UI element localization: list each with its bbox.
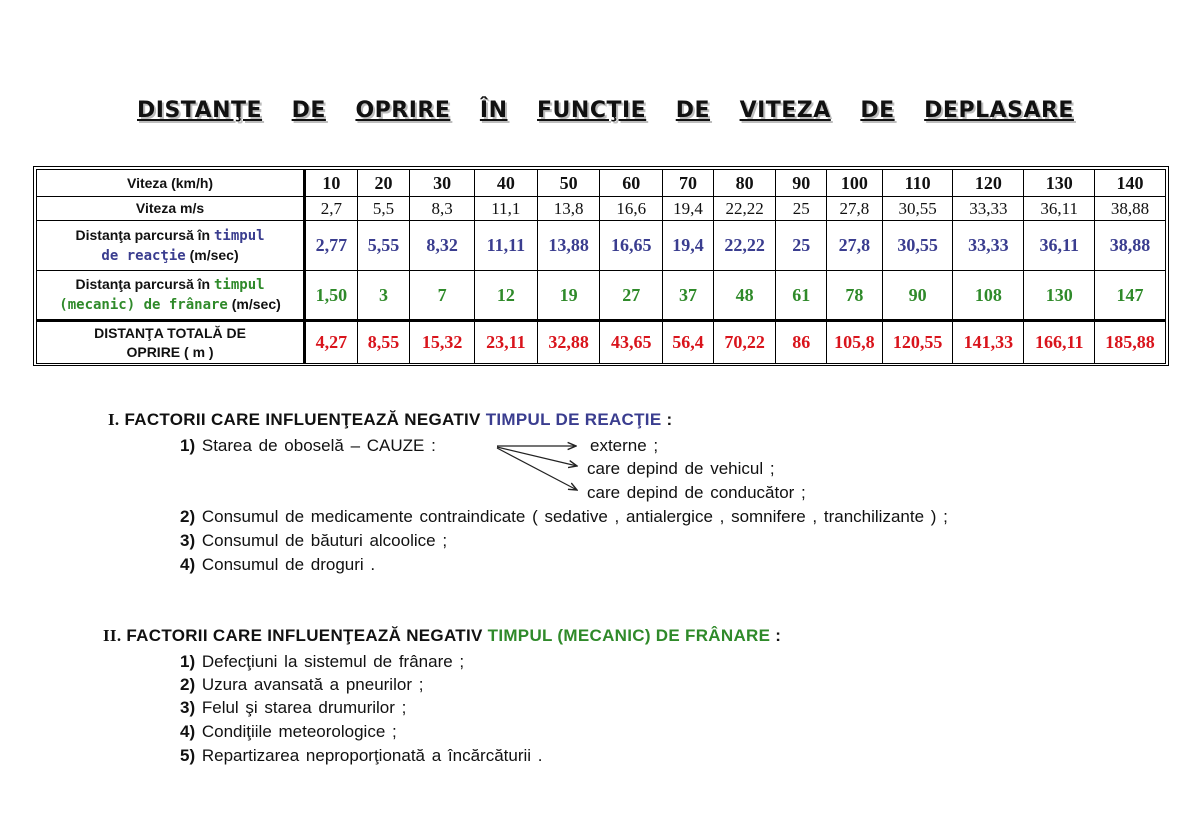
table-cell: 20 bbox=[357, 170, 410, 197]
table-cell: 4,27 bbox=[305, 321, 358, 364]
table-cell: 25 bbox=[776, 197, 827, 221]
table-cell: 10 bbox=[305, 170, 358, 197]
table-cell: 60 bbox=[600, 170, 663, 197]
table-cell: 38,88 bbox=[1095, 221, 1166, 271]
table-cell: 80 bbox=[713, 170, 776, 197]
label-part: (m/sec) bbox=[189, 246, 239, 263]
heading-suffix: : bbox=[775, 626, 782, 645]
table-cell: 11,1 bbox=[475, 197, 538, 221]
item-text: Uzura avansată a pneurilor ; bbox=[201, 675, 424, 694]
table-cell: 12 bbox=[475, 271, 538, 321]
table-cell: 27,8 bbox=[827, 197, 883, 221]
table-cell: 2,7 bbox=[305, 197, 358, 221]
item-number: 5) bbox=[180, 746, 196, 765]
table-cell: 25 bbox=[776, 221, 827, 271]
item-number: 3) bbox=[180, 531, 196, 550]
item-number: 3) bbox=[180, 698, 196, 717]
table-cell: 105,8 bbox=[827, 321, 883, 364]
table-cell: 141,33 bbox=[953, 321, 1024, 364]
label-highlight: (mecanic) de frânare bbox=[59, 297, 228, 313]
row-label: Viteza m/s bbox=[37, 197, 305, 221]
table-cell: 61 bbox=[776, 271, 827, 321]
table-cell: 27 bbox=[600, 271, 663, 321]
list-item bbox=[180, 652, 464, 672]
list-item bbox=[180, 698, 406, 718]
title-word: DISTANŢE bbox=[137, 97, 263, 123]
label-part: Distanţa parcursă în bbox=[75, 226, 211, 243]
table-cell: 36,11 bbox=[1024, 197, 1095, 221]
title-word: DE bbox=[675, 97, 711, 123]
table-cell: 27,8 bbox=[827, 221, 883, 271]
table-cell: 19,4 bbox=[663, 197, 714, 221]
table-cell: 40 bbox=[475, 170, 538, 197]
table-cell: 78 bbox=[827, 271, 883, 321]
item-text: Consumul de medicamente contraindicate ( sedative , antialergice , somnifere , tranchilizante ) ; bbox=[201, 507, 948, 526]
heading-highlight: TIMPUL DE REACŢIE bbox=[485, 410, 662, 429]
table-cell: 5,5 bbox=[357, 197, 410, 221]
table-cell: 13,8 bbox=[537, 197, 600, 221]
title-word: VITEZA bbox=[739, 97, 831, 123]
label-highlight: de reacţie bbox=[101, 247, 186, 264]
heading-text: FACTORII CARE INFLUENŢEAZĂ NEGATIV bbox=[126, 626, 483, 645]
table-cell: 86 bbox=[776, 321, 827, 364]
list-item bbox=[180, 531, 447, 551]
label-part: Distanţa parcursă în bbox=[75, 276, 211, 293]
list-item bbox=[180, 507, 948, 527]
list-item bbox=[180, 746, 543, 766]
label-part: OPRIRE ( m ) bbox=[126, 343, 214, 360]
table-cell: 70,22 bbox=[713, 321, 776, 364]
table-cell: 32,88 bbox=[537, 321, 600, 364]
list-item bbox=[180, 675, 423, 695]
table-cell: 43,65 bbox=[600, 321, 663, 364]
item-text: Starea de oboselă – CAUZE : bbox=[201, 436, 436, 455]
table-cell: 19 bbox=[537, 271, 600, 321]
table-cell: 5,55 bbox=[357, 221, 410, 271]
item-number: 2) bbox=[180, 507, 196, 526]
list-item bbox=[180, 555, 375, 575]
label-highlight: timpul bbox=[214, 227, 265, 244]
table-cell: 30,55 bbox=[882, 221, 953, 271]
title-word: DE bbox=[860, 97, 895, 123]
table-cell: 33,33 bbox=[953, 197, 1024, 221]
arrow-line bbox=[497, 447, 577, 466]
item-number: 1) bbox=[180, 436, 196, 455]
table-cell: 16,6 bbox=[600, 197, 663, 221]
table-cell: 48 bbox=[713, 271, 776, 321]
label-part: (m/sec) bbox=[231, 296, 281, 312]
title-word: FUNCŢIE bbox=[537, 97, 647, 123]
table-cell: 130 bbox=[1024, 170, 1095, 197]
arrow-line bbox=[497, 448, 577, 490]
cause-item: externe ; bbox=[590, 436, 659, 455]
item-text: Consumul de băuturi alcoolice ; bbox=[201, 531, 448, 550]
table-cell: 38,88 bbox=[1095, 197, 1166, 221]
table-cell: 2,77 bbox=[305, 221, 358, 271]
item-text: Felul şi starea drumurilor ; bbox=[201, 698, 407, 717]
table-cell: 185,88 bbox=[1095, 321, 1166, 364]
table-cell: 23,11 bbox=[475, 321, 538, 364]
section-2-heading bbox=[103, 626, 781, 646]
label-part: DISTANŢA TOTALĂ DE bbox=[94, 324, 246, 341]
table-cell: 120 bbox=[953, 170, 1024, 197]
table-cell: 11,11 bbox=[475, 221, 538, 271]
heading-text: FACTORII CARE INFLUENŢEAZĂ NEGATIV bbox=[124, 410, 481, 429]
table-cell: 166,11 bbox=[1024, 321, 1095, 364]
item-text: Repartizarea neproporţionată a încărcăturii . bbox=[201, 746, 543, 765]
table-cell: 36,11 bbox=[1024, 221, 1095, 271]
title-word: DE bbox=[291, 97, 326, 123]
cause-item: care depind de conducător ; bbox=[587, 483, 806, 502]
table-cell: 15,32 bbox=[410, 321, 475, 364]
table-cell: 90 bbox=[882, 271, 953, 321]
roman-numeral: I. bbox=[108, 410, 120, 429]
title-word: ÎN bbox=[479, 97, 508, 123]
table-cell: 8,55 bbox=[357, 321, 410, 364]
table-cell: 19,4 bbox=[663, 221, 714, 271]
item-number: 1) bbox=[180, 652, 196, 671]
table-cell: 70 bbox=[663, 170, 714, 197]
table-cell: 130 bbox=[1024, 271, 1095, 321]
title-word: OPRIRE bbox=[355, 97, 451, 123]
table-cell: 147 bbox=[1095, 271, 1166, 321]
table-cell: 50 bbox=[537, 170, 600, 197]
table-cell: 108 bbox=[953, 271, 1024, 321]
table-cell: 110 bbox=[882, 170, 953, 197]
table-cell: 8,3 bbox=[410, 197, 475, 221]
list-item bbox=[180, 722, 397, 742]
table-cell: 100 bbox=[827, 170, 883, 197]
table-cell: 13,88 bbox=[537, 221, 600, 271]
cause-item: care depind de vehicul ; bbox=[587, 459, 775, 478]
table-cell: 16,65 bbox=[600, 221, 663, 271]
item-text: Condiţiile meteorologice ; bbox=[201, 722, 397, 741]
roman-numeral: II. bbox=[103, 626, 122, 645]
table-cell: 7 bbox=[410, 271, 475, 321]
table-cell: 8,32 bbox=[410, 221, 475, 271]
heading-highlight: TIMPUL (MECANIC) DE FRÂNARE bbox=[487, 626, 771, 645]
table-cell: 120,55 bbox=[882, 321, 953, 364]
table-cell: 30,55 bbox=[882, 197, 953, 221]
row-label: Viteza (km/h) bbox=[37, 170, 305, 197]
table-cell: 90 bbox=[776, 170, 827, 197]
title-word: DEPLASARE bbox=[924, 97, 1074, 123]
table-cell: 22,22 bbox=[713, 197, 776, 221]
item-text: Defecţiuni la sistemul de frânare ; bbox=[201, 652, 465, 671]
table-cell: 1,50 bbox=[305, 271, 358, 321]
table-cell: 30 bbox=[410, 170, 475, 197]
table-cell: 22,22 bbox=[713, 221, 776, 271]
item-number: 4) bbox=[180, 722, 196, 741]
table-cell: 3 bbox=[357, 271, 410, 321]
table-cell: 140 bbox=[1095, 170, 1166, 197]
item-text: Consumul de droguri . bbox=[201, 555, 376, 574]
table-cell: 56,4 bbox=[663, 321, 714, 364]
table-cell: 37 bbox=[663, 271, 714, 321]
heading-suffix: : bbox=[666, 410, 673, 429]
table-cell: 33,33 bbox=[953, 221, 1024, 271]
item-number: 2) bbox=[180, 675, 196, 694]
label-highlight: timpul bbox=[214, 277, 265, 294]
item-number: 4) bbox=[180, 555, 196, 574]
